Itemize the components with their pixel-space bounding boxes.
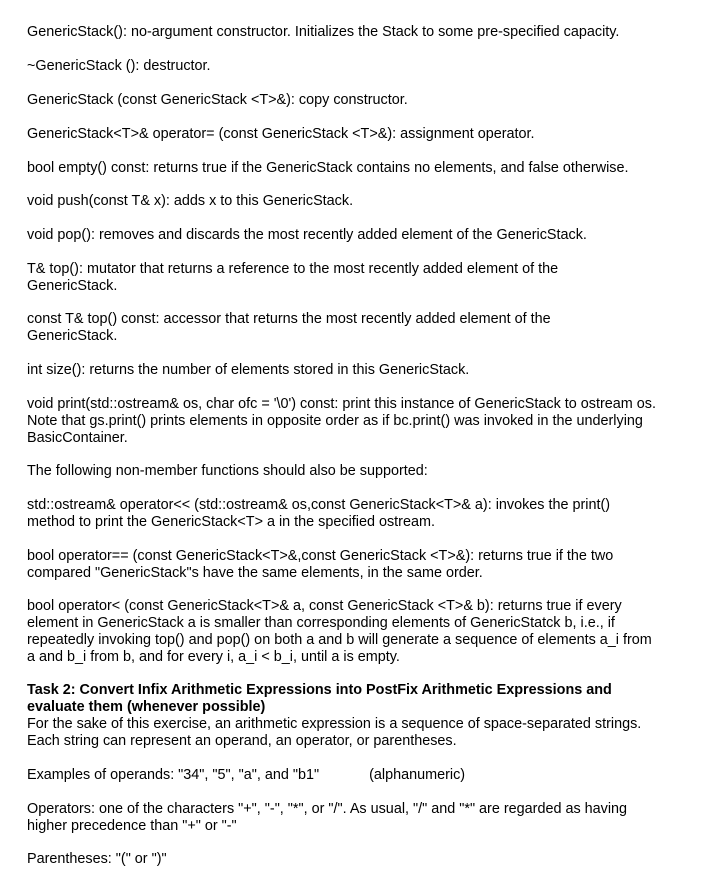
parentheses-line: Parentheses: "(" or ")" <box>27 851 167 867</box>
operands-note: (alphanumeric) <box>369 767 466 783</box>
operands-text: Examples of operands: "34", "5", "a", and "b1" <box>27 767 320 783</box>
nonmember-equality-operator: bool operator== (const GenericStack<T>&,const GenericStack <T>&): returns true if the two compared "GenericStack"s have the same elements, in the same order. <box>27 548 614 581</box>
task2-heading: Task 2: Convert Infix Arithmetic Expressions into PostFix Arithmetic Expressions and evaluate them (whenever possible) <box>27 682 612 715</box>
operators-line: Operators: one of the characters "+", "-", "*", or "/". As usual, "/" and "*" are regarded as having higher precedence than "+" or "-" <box>27 801 628 834</box>
member-empty: bool empty() const: returns true if the GenericStack contains no elements, and false otherwise. <box>27 160 629 176</box>
nonmember-less-operator: bool operator< (const GenericStack<T>& a, const GenericStack <T>& b): returns true if every element in GenericStack a is smaller than corresponding elements of GenericStatck b, i.e., if repeatedly invoking top() and pop() on both a and b will generate a sequence of elements a_i from a and b_i from b, and for every i, a_i < b_i, until a is empty. <box>27 598 652 665</box>
member-default-constructor: GenericStack(): no-argument constructor. Initializes the Stack to some pre-specified capacity. <box>27 24 620 40</box>
member-pop: void pop(): removes and discards the most recently added element of the GenericStack. <box>27 227 587 243</box>
member-destructor: ~GenericStack (): destructor. <box>27 58 211 74</box>
task2-intro: For the sake of this exercise, an arithmetic expression is a sequence of space-separated strings. Each string can represent an operand, an operator, or parentheses. <box>27 716 642 749</box>
member-push: void push(const T& x): adds x to this GenericStack. <box>27 193 354 209</box>
member-top-mutator: T& top(): mutator that returns a reference to the most recently added element of the GenericStack. <box>27 261 559 294</box>
operands-line <box>27 767 697 784</box>
nonmember-stream-operator: std::ostream& operator<< (std::ostream& os,const GenericStack<T>& a): invokes the print() method to print the GenericStack<T> a in the specified ostream. <box>27 497 611 530</box>
member-top-accessor: const T& top() const: accessor that returns the most recently added element of the GenericStack. <box>27 311 551 344</box>
member-copy-constructor: GenericStack (const GenericStack <T>&): copy constructor. <box>27 92 408 108</box>
member-print: void print(std::ostream& os, char ofc = '\0') const: print this instance of GenericStack to ostream os. Note that gs.print() prints elements in opposite order as if bc.print() was invoked in the underlying BasicContainer. <box>27 396 656 446</box>
nonmember-intro: The following non-member functions should also be supported: <box>27 463 428 479</box>
member-assignment-operator: GenericStack<T>& operator= (const GenericStack <T>&): assignment operator. <box>27 126 535 142</box>
member-size: int size(): returns the number of elements stored in this GenericStack. <box>27 362 470 378</box>
